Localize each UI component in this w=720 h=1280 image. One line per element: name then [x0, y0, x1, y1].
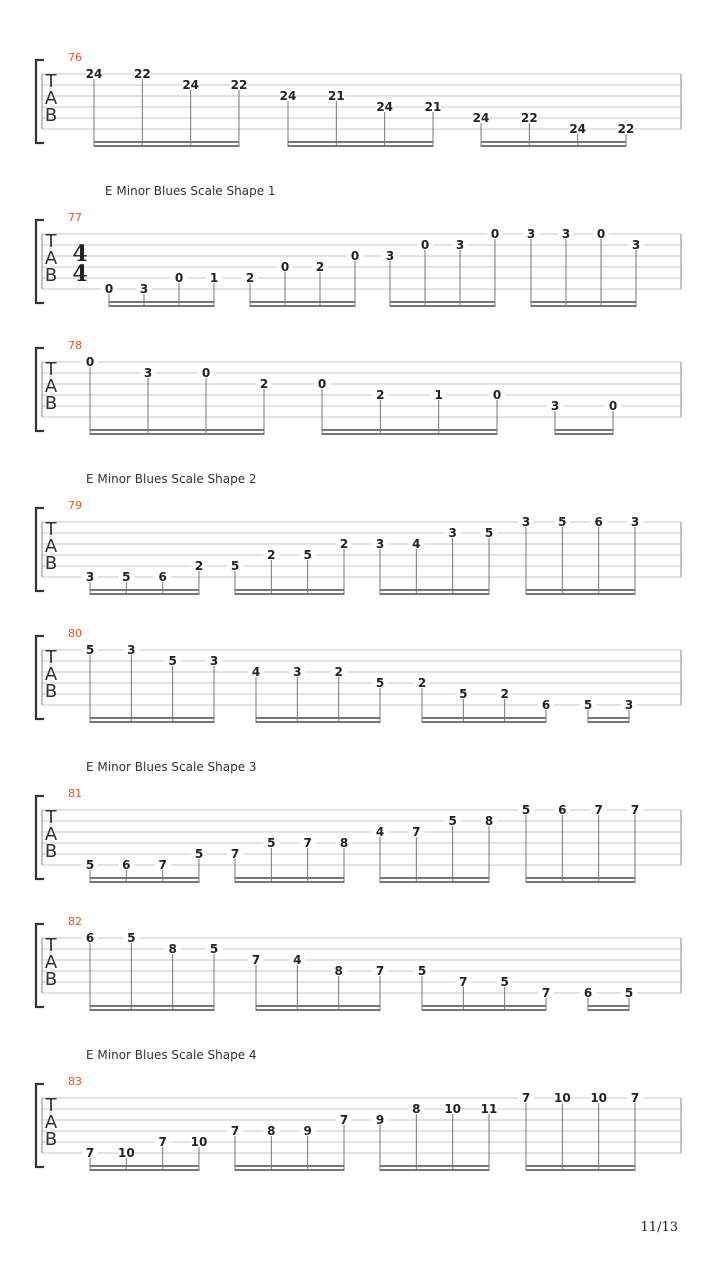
beam — [256, 721, 380, 723]
fret-number: 0 — [420, 238, 430, 252]
fret-number: 5 — [500, 975, 509, 989]
fret-number: 3 — [630, 515, 640, 529]
beam — [380, 877, 489, 879]
fret-number: 3 — [293, 665, 302, 679]
beam — [90, 1165, 199, 1167]
tab-clef-letter: A — [44, 536, 58, 557]
fret-number: 21 — [327, 89, 345, 103]
beam — [526, 1169, 635, 1171]
fret-number: 7 — [230, 847, 240, 861]
beam — [555, 433, 613, 435]
fret-number: 2 — [315, 260, 325, 274]
fret-number: 3 — [375, 537, 385, 551]
fret-number: 22 — [520, 111, 538, 125]
beam — [380, 881, 489, 883]
beam — [235, 593, 344, 595]
fret-number: 5 — [85, 643, 95, 657]
fret-number: 10 — [553, 1091, 571, 1105]
system-bracket — [36, 348, 44, 431]
section-title: E Minor Blues Scale Shape 2 — [86, 472, 257, 486]
fret-number: 5 — [267, 836, 276, 850]
beam — [90, 429, 264, 431]
fret-number: 7 — [251, 953, 261, 967]
beam — [90, 881, 199, 883]
beam — [390, 305, 495, 307]
beam — [235, 1169, 344, 1171]
fret-number: 8 — [168, 942, 177, 956]
system-bracket — [36, 1084, 44, 1167]
fret-number: 6 — [85, 931, 95, 945]
fret-number: 24 — [279, 89, 297, 103]
fret-number: 6 — [158, 570, 167, 584]
fret-number: 7 — [541, 986, 551, 1000]
fret-number: 5 — [624, 986, 634, 1000]
fret-number: 2 — [259, 377, 269, 391]
fret-number: 7 — [375, 964, 385, 978]
fret-number: 3 — [209, 654, 219, 668]
beam — [555, 429, 613, 431]
fret-number: 1 — [209, 271, 219, 285]
fret-number: 22 — [230, 78, 248, 92]
fret-number: 5 — [127, 931, 136, 945]
beam — [526, 1165, 635, 1167]
fret-number: 5 — [85, 858, 95, 872]
fret-number: 2 — [334, 665, 343, 679]
fret-number: 7 — [521, 1091, 531, 1105]
fret-number: 10 — [444, 1102, 462, 1116]
measure-number: 79 — [68, 499, 82, 512]
fret-number: 0 — [201, 366, 211, 380]
fret-number: 2 — [267, 548, 276, 562]
tab-clef-letter: A — [44, 248, 58, 269]
beam — [90, 1005, 214, 1007]
system-bracket — [36, 924, 44, 1007]
beam — [90, 717, 214, 719]
fret-number: 24 — [569, 122, 587, 136]
fret-number: 0 — [280, 260, 290, 274]
measure-number: 76 — [68, 51, 82, 64]
tab-clef-letter: A — [44, 952, 58, 973]
beam — [588, 1005, 629, 1007]
fret-number: 0 — [596, 227, 606, 241]
fret-number: 7 — [158, 858, 167, 872]
fret-number: 6 — [122, 858, 131, 872]
tab-clef-letter: A — [44, 376, 58, 397]
tab-clef-letter: T — [45, 935, 57, 956]
fret-number: 7 — [230, 1124, 240, 1138]
fret-number: 5 — [230, 559, 240, 573]
beam — [481, 141, 626, 143]
beam — [235, 877, 344, 879]
beam — [90, 593, 199, 595]
fret-number: 3 — [385, 249, 395, 263]
fret-number: 5 — [484, 526, 494, 540]
beam — [588, 717, 629, 719]
fret-number: 21 — [424, 100, 442, 114]
fret-number: 2 — [194, 559, 204, 573]
fret-number: 3 — [455, 238, 465, 252]
fret-number: 3 — [139, 282, 149, 296]
fret-number: 7 — [339, 1113, 349, 1127]
beam — [481, 145, 626, 147]
fret-number: 0 — [174, 271, 184, 285]
fret-number: 8 — [339, 836, 349, 850]
fret-number: 2 — [500, 687, 509, 701]
fret-number: 5 — [583, 698, 593, 712]
system-bracket — [36, 220, 44, 303]
fret-number: 2 — [339, 537, 349, 551]
fret-number: 24 — [85, 67, 103, 81]
fret-number: 24 — [472, 111, 490, 125]
tab-clef-letter: B — [44, 969, 58, 990]
beam — [288, 145, 433, 147]
tab-clef-letter: T — [45, 231, 57, 252]
fret-number: 8 — [484, 814, 494, 828]
tab-clef-letter: B — [44, 553, 58, 574]
beam — [380, 593, 489, 595]
fret-number: 3 — [624, 698, 634, 712]
fret-number: 4 — [412, 537, 421, 551]
system-bracket — [36, 60, 44, 143]
fret-number: 0 — [317, 377, 327, 391]
fret-number: 1 — [434, 388, 443, 402]
beam — [322, 433, 497, 435]
beam — [422, 1009, 546, 1011]
fret-number: 3 — [448, 526, 457, 540]
fret-number: 5 — [209, 942, 219, 956]
system-bracket — [36, 636, 44, 719]
fret-number: 0 — [608, 399, 618, 413]
measure-number: 80 — [68, 627, 82, 640]
fret-number: 3 — [631, 238, 641, 252]
beam — [250, 301, 355, 303]
beam — [90, 877, 199, 879]
fret-number: 5 — [459, 687, 468, 701]
tab-clef-letter: T — [45, 519, 57, 540]
tab-clef-letter: T — [45, 359, 57, 380]
beam — [380, 1169, 489, 1171]
beam — [109, 305, 214, 307]
fret-number: 6 — [594, 515, 603, 529]
beam — [380, 1165, 489, 1167]
fret-number: 5 — [448, 814, 457, 828]
beam — [90, 721, 214, 723]
fret-number: 4 — [293, 953, 302, 967]
beam — [422, 721, 546, 723]
beam — [90, 1169, 199, 1171]
beam — [90, 1009, 214, 1011]
fret-number: 6 — [558, 803, 567, 817]
beam — [380, 589, 489, 591]
fret-number: 7 — [459, 975, 468, 989]
fret-number: 0 — [350, 249, 360, 263]
fret-number: 3 — [127, 643, 136, 657]
fret-number: 9 — [303, 1124, 312, 1138]
fret-number: 4 — [251, 665, 261, 679]
fret-number: 0 — [490, 227, 500, 241]
tab-clef-letter: B — [44, 681, 58, 702]
time-signature-top: 4 — [72, 241, 88, 267]
beam — [526, 593, 635, 595]
tab-clef-letter: A — [44, 1112, 58, 1133]
beam — [588, 721, 629, 723]
beam — [94, 145, 239, 147]
fret-number: 0 — [85, 355, 95, 369]
beam — [288, 141, 433, 143]
fret-number: 10 — [117, 1146, 135, 1160]
tab-clef-letter: T — [45, 807, 57, 828]
tab-clef-letter: B — [44, 105, 58, 126]
fret-number: 5 — [303, 548, 312, 562]
beam — [256, 1005, 380, 1007]
tab-clef-letter: T — [45, 1095, 57, 1116]
measure-number: 83 — [68, 1075, 82, 1088]
fret-number: 7 — [303, 836, 312, 850]
beam — [256, 717, 380, 719]
fret-number: 7 — [594, 803, 603, 817]
fret-number: 10 — [190, 1135, 208, 1149]
beam — [235, 881, 344, 883]
fret-number: 5 — [375, 676, 385, 690]
fret-number: 3 — [521, 515, 531, 529]
beam — [422, 717, 546, 719]
fret-number: 11 — [480, 1102, 498, 1116]
tab-clef-letter: T — [45, 647, 57, 668]
fret-number: 6 — [541, 698, 551, 712]
measure-number: 81 — [68, 787, 82, 800]
section-title: E Minor Blues Scale Shape 1 — [105, 184, 276, 198]
tab-clef-letter: T — [45, 71, 57, 92]
fret-number: 4 — [375, 825, 385, 839]
tab-clef-letter: B — [44, 265, 58, 286]
beam — [531, 305, 636, 307]
measure-number: 77 — [68, 211, 82, 224]
beam — [526, 589, 635, 591]
fret-number: 5 — [417, 964, 427, 978]
fret-number: 2 — [245, 271, 255, 285]
fret-number: 8 — [267, 1124, 276, 1138]
fret-number: 2 — [417, 676, 427, 690]
beam — [588, 1009, 629, 1011]
section-title: E Minor Blues Scale Shape 4 — [86, 1048, 257, 1062]
fret-number: 10 — [590, 1091, 608, 1105]
beam — [526, 877, 635, 879]
fret-number: 0 — [492, 388, 502, 402]
fret-number: 5 — [194, 847, 204, 861]
measure-number: 78 — [68, 339, 82, 352]
tab-clef-letter: A — [44, 824, 58, 845]
fret-number: 7 — [630, 1091, 640, 1105]
measure-number: 82 — [68, 915, 82, 928]
fret-number: 6 — [583, 986, 593, 1000]
fret-number: 5 — [168, 654, 177, 668]
fret-number: 5 — [122, 570, 131, 584]
beam — [250, 305, 355, 307]
fret-number: 0 — [104, 282, 114, 296]
fret-number: 7 — [412, 825, 421, 839]
beam — [322, 429, 497, 431]
fret-number: 7 — [158, 1135, 167, 1149]
system-bracket — [36, 508, 44, 591]
fret-number: 5 — [521, 803, 531, 817]
beam — [531, 301, 636, 303]
fret-number: 3 — [526, 227, 536, 241]
fret-number: 22 — [133, 67, 151, 81]
time-signature-bottom: 4 — [72, 261, 88, 287]
fret-number: 24 — [376, 100, 394, 114]
beam — [235, 589, 344, 591]
fret-number: 3 — [85, 570, 95, 584]
system-bracket — [36, 796, 44, 879]
fret-number: 3 — [561, 227, 571, 241]
fret-number: 8 — [334, 964, 343, 978]
section-title: E Minor Blues Scale Shape 3 — [86, 760, 257, 774]
tab-clef-letter: B — [44, 841, 58, 862]
page-number: 11/13 — [640, 1220, 678, 1235]
beam — [90, 433, 264, 435]
beam — [422, 1005, 546, 1007]
tab-clef-letter: B — [44, 393, 58, 414]
beam — [390, 301, 495, 303]
fret-number: 3 — [143, 366, 153, 380]
fret-number: 2 — [376, 388, 385, 402]
beam — [235, 1165, 344, 1167]
fret-number: 24 — [182, 78, 200, 92]
fret-number: 5 — [558, 515, 567, 529]
beam — [90, 589, 199, 591]
beam — [94, 141, 239, 143]
fret-number: 8 — [412, 1102, 421, 1116]
tab-clef-letter: B — [44, 1129, 58, 1150]
beam — [256, 1009, 380, 1011]
tab-clef-letter: A — [44, 88, 58, 109]
fret-number: 7 — [630, 803, 640, 817]
fret-number: 3 — [550, 399, 560, 413]
fret-number: 9 — [375, 1113, 385, 1127]
tab-clef-letter: A — [44, 664, 58, 685]
beam — [526, 881, 635, 883]
fret-number: 7 — [85, 1146, 95, 1160]
fret-number: 22 — [617, 122, 635, 136]
beam — [109, 301, 214, 303]
